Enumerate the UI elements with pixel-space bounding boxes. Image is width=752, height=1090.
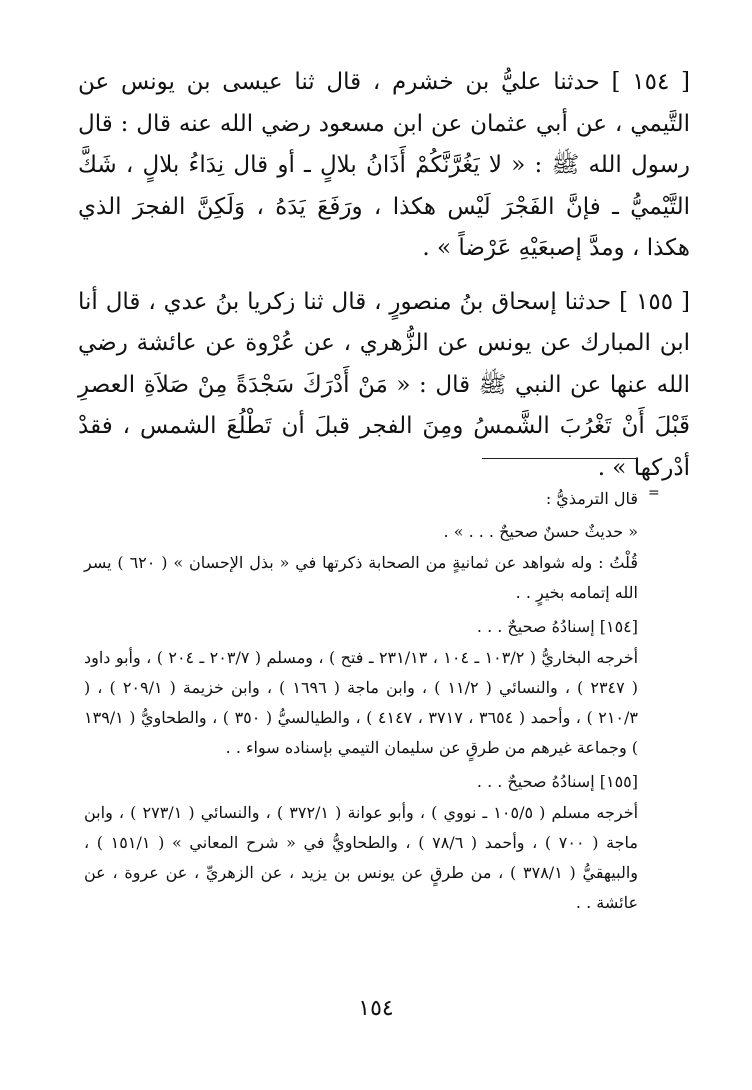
footnotes bbox=[84, 482, 638, 918]
footnote-heading-155: [١٥٥] إسنادُهُ صحيحٌ . . . bbox=[476, 772, 638, 791]
footnote-heading-154: [١٥٤] إسنادُهُ صحيحٌ . . . bbox=[476, 617, 638, 636]
footnote-tirmidhi-quote: « حديثٌ حسنٌ صحيحٌ . . . » . bbox=[443, 522, 638, 541]
continuation-marker: = bbox=[648, 485, 660, 501]
footnote-tirmidhi-line: قال الترمذيُّ : bbox=[545, 489, 638, 508]
footnote-author-remark: قُلْتُ : وله شواهد عن ثمانيةٍ من الصحابة ذكرتها في « بذل الإحسان » ( ٦٢٠ ) يسر الله إتمامه بخيرٍ . . bbox=[84, 553, 638, 602]
hadith-155: [ ١٥٥ ] حدثنا إسحاق بنُ منصورٍ ، قال ثنا زكريا بنُ عدي ، قال أنا ابن المبارك عن يونس عن الزُّهري ، عن عُرْوة عن عائشة رضي الله عنها عن النبي ﷺ قال : « مَنْ أَدْرَكَ سَجْدَةً مِنْ صَلاَةِ العصرِ قَبْلَ أَنْ تَغْرُبَ الشَّمسُ ومِنَ الفجر قبلَ أن تَطْلُعَ الشمس ، فقدْ أدْركها » . bbox=[78, 288, 690, 481]
hadith-154: [ ١٥٤ ] حدثنا عليُّ بن خشرم ، قال ثنا عيسى بن يونس عن التَّيمي ، عن أبي عثمان عن ابن مسعود رضي الله عنه قال : قال رسول الله ﷺ : « لا يَغُرَّنَّكُمْ أَذَانُ بلالٍ ـ أو قال نِدَاءُ بلالٍ ، شَكَّ التَّيْميُّ ـ فإنَّ الفَجْرَ لَيْس هكذا ، ورَفَعَ يَدَهُ ، وَلَكِنَّ الفجرَ الذي هكذا ، ومدَّ إصبعَيْهِ عَرْضاً » . bbox=[78, 69, 690, 261]
footnote-takhrij-155: أخرجه مسلم ( ١٠٥/٥ ـ نووي ) ، وأبو عوانة ( ٣٧٢/١ ) ، والنسائي ( ٢٧٣/١ ) ، وابن ماجة ( ٧٠٠ ) ، وأحمد ( ٧٨/٦ ) ، والطحاويُّ في « شرح المعاني » ( ١٥١/١ ) ، والبيهقيُّ ( ٣٧٨/١ ) ، من طرقٍ عن يونس بن يزيد ، عن الزهريِّ ، عن عروة ، عن عائشة . . bbox=[84, 803, 639, 912]
footnote-divider bbox=[482, 458, 637, 459]
page-number: ١٥٤ bbox=[358, 996, 394, 1021]
main-text bbox=[78, 62, 690, 489]
footnote-takhrij-154: أخرجه البخاريُّ ( ١٠٣/٢ ـ ١٠٤ ، ٢٣١/١٣ ـ فتح ) ، ومسلم ( ٢٠٣/٧ ـ ٢٠٤ ) ، وأبو داود ( ٢٣٤٧ ) ، والنسائي ( ١١/٢ ) ، وابن ماجة ( ١٦٩٦ ) ، وابن خزيمة ( ٢٠٩/١ ) ، ( ٢١٠/٣ ) ، وأحمد ( ٣٦٥٤ ، ٣٧١٧ ، ٤١٤٧ ) ، والطيالسيُّ ( ٣٥٠ ) ، والطحاويُّ ( ١٣٩/١ ) وجماعة غيرهم من طرقٍ عن سليمان التيمي بإسناده سواء . . bbox=[84, 648, 639, 757]
